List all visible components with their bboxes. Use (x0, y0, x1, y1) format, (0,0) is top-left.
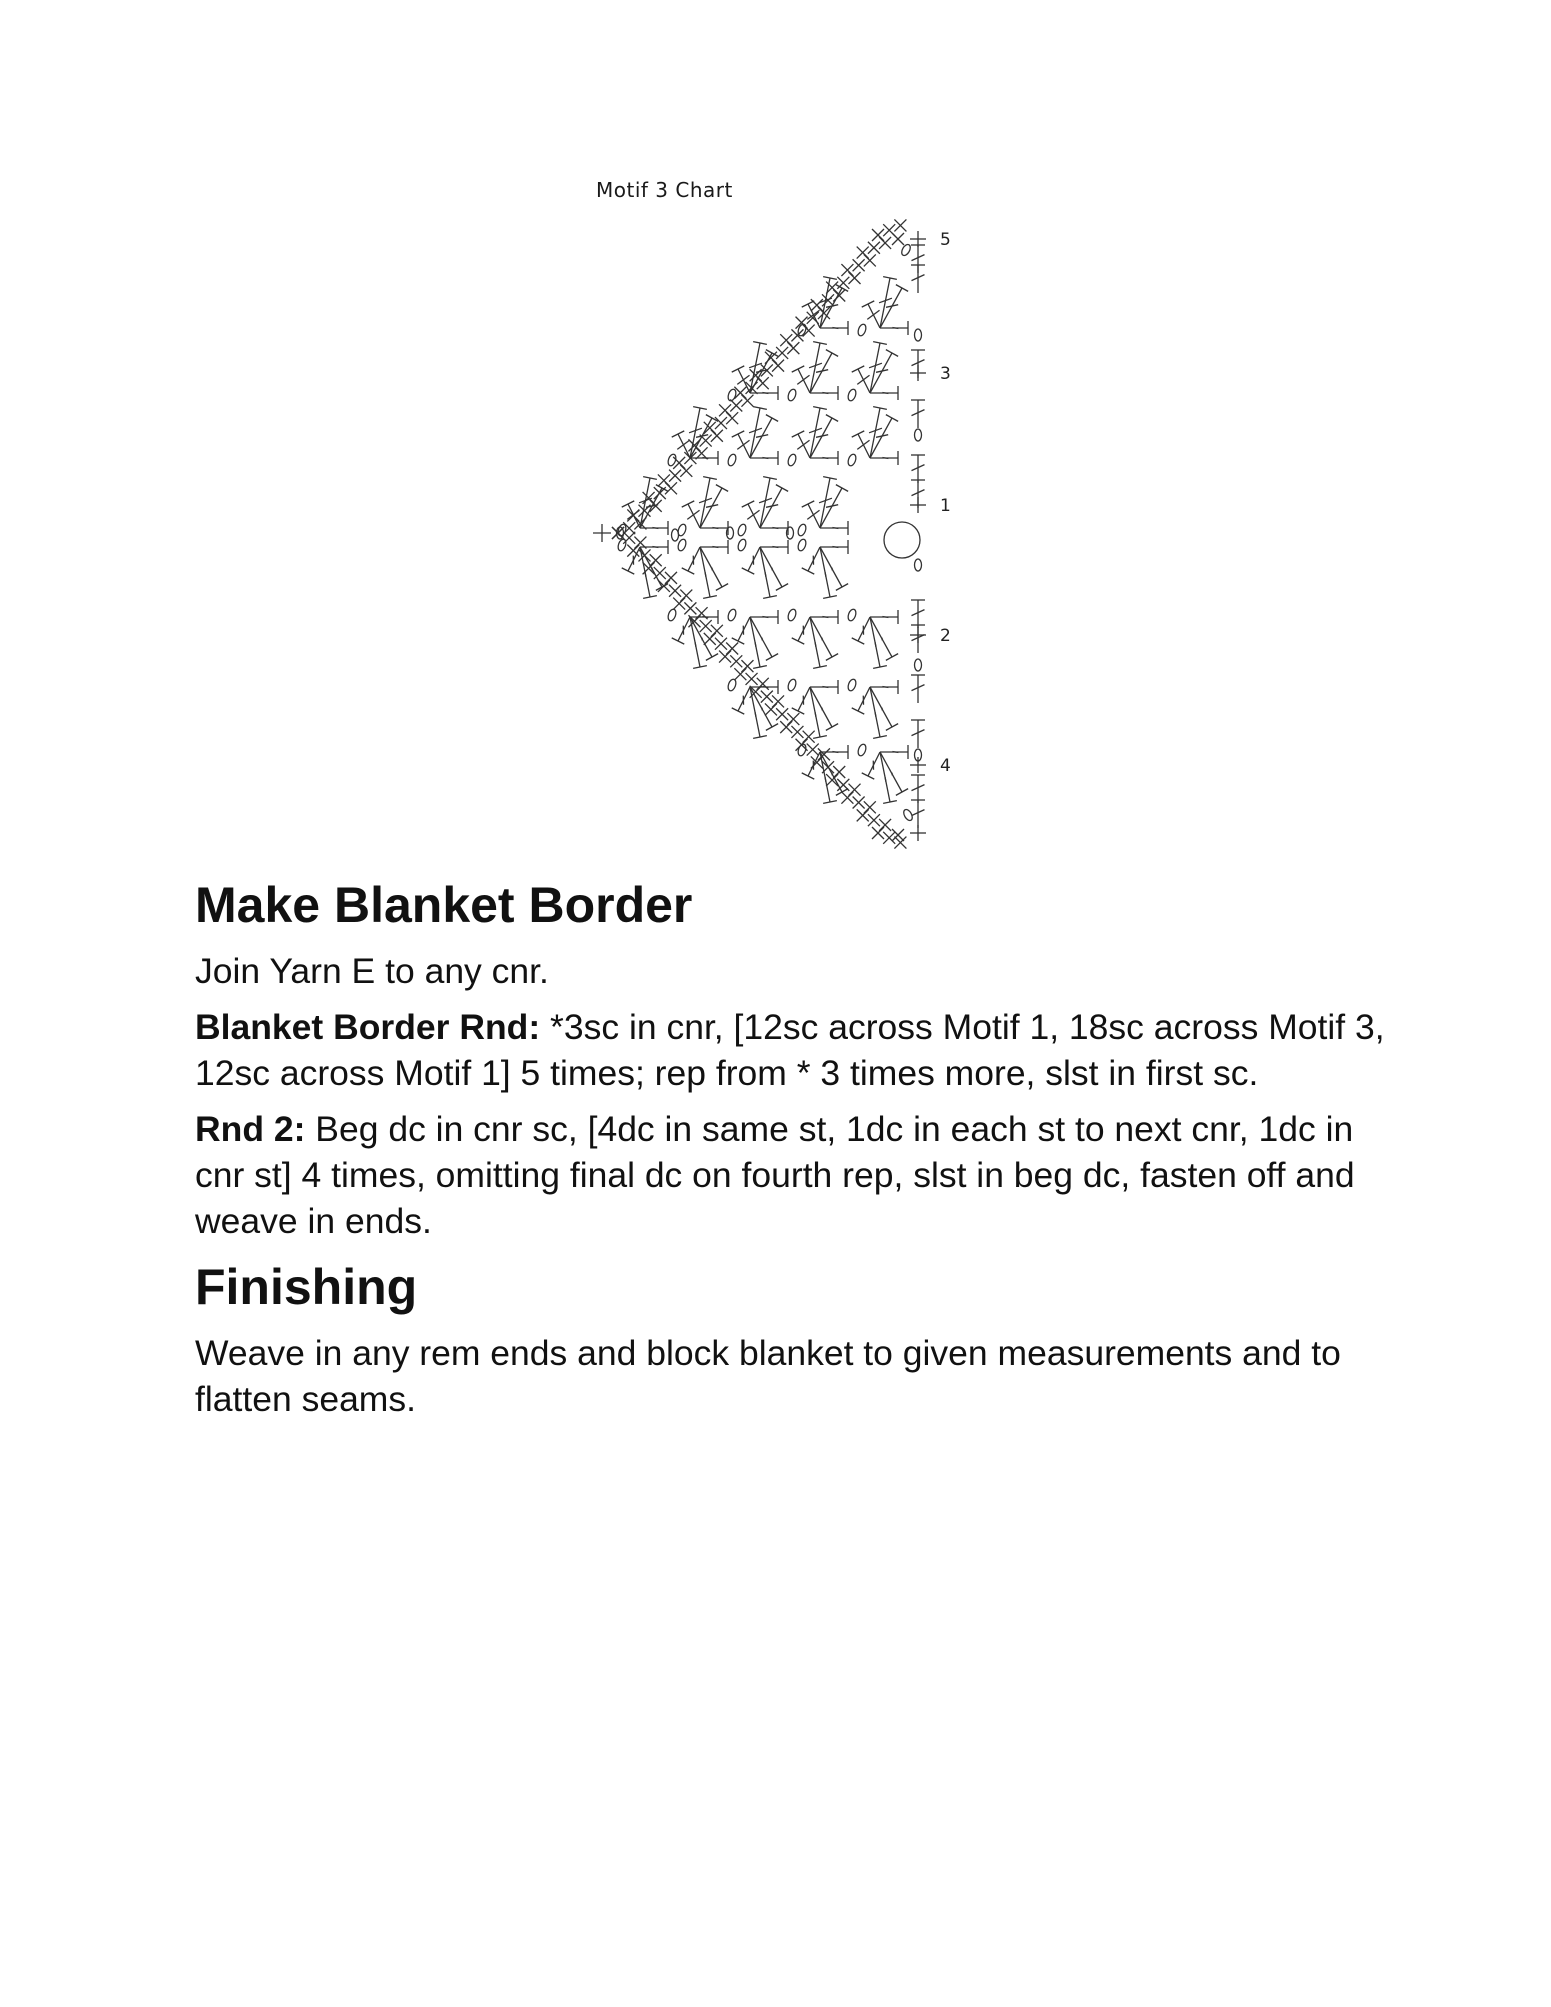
dc-top (836, 584, 848, 591)
sc-stitch-symbol (776, 347, 788, 359)
dc-stem (820, 278, 830, 328)
row-number-label: 1 (940, 496, 951, 516)
crochet-chart (580, 215, 980, 855)
dc-top (622, 501, 635, 507)
chain-stitch-symbol (727, 608, 738, 622)
dc-top (852, 708, 865, 714)
sc-stitch-symbol (868, 242, 880, 254)
dc-stem (870, 418, 892, 458)
round-2-instruction (195, 1106, 1395, 1244)
sc-stitch-symbol (864, 254, 876, 266)
dc-top (862, 301, 875, 307)
border-round-label: Blanket Border Rnd: (195, 1007, 541, 1047)
dc-stem (798, 369, 810, 393)
dc-stem (750, 408, 760, 458)
sc-stitch-symbol (853, 259, 865, 271)
row-number-label: 3 (940, 364, 951, 384)
sc-stitch-symbol (776, 708, 788, 720)
sc-stitch-symbol (665, 482, 677, 494)
row-number-label: 4 (940, 756, 951, 776)
dc-stem (810, 418, 832, 458)
dc-stem (750, 418, 772, 458)
dc-slash (737, 440, 749, 449)
dc-stitch-symbol (690, 451, 718, 465)
sc-stitch-symbol (730, 655, 742, 667)
dc-stem (628, 504, 640, 528)
row-number-label: 2 (940, 626, 951, 646)
chain-stitch-symbol (727, 678, 738, 692)
sc-stitch-symbol (623, 532, 635, 544)
dc-stitch-symbol (911, 775, 925, 803)
dc-stitch-symbol (792, 617, 810, 644)
sc-stitch-symbol (761, 691, 773, 703)
dc-top (826, 654, 838, 661)
dc-stitch-symbol (870, 386, 898, 400)
sc-stitch-symbol (665, 572, 677, 584)
dc-stitch-symbol (911, 675, 925, 703)
chain-stitch-symbol (847, 608, 858, 622)
dc-stem (820, 478, 830, 528)
dc-stem (880, 278, 890, 328)
chain-stitch-symbol (847, 678, 858, 692)
dc-top (896, 285, 908, 292)
dc-stem (640, 478, 650, 528)
slst-stitch-symbol (910, 757, 926, 773)
dc-stem (760, 547, 770, 597)
sc-stitch-symbol (772, 695, 784, 707)
dc-stitch-symbol (760, 521, 788, 535)
dc-stem (820, 547, 830, 597)
dc-slash (677, 440, 689, 449)
sc-stitch-symbol (892, 829, 904, 841)
sc-stitch-symbol (650, 554, 662, 566)
dc-stem (820, 488, 842, 528)
dc-top (802, 501, 815, 507)
dc-stitch-symbol (760, 540, 788, 554)
dc-top (706, 654, 718, 661)
dc-stitch-symbol (911, 455, 925, 483)
dc-top (826, 350, 838, 357)
chain-stitch-symbol (672, 529, 679, 541)
dc-stem (870, 687, 880, 737)
chain-stitch-symbol (617, 538, 628, 552)
sc-stitch-symbol (673, 598, 685, 610)
dc-stem (640, 547, 662, 587)
sc-stitch-symbol (669, 585, 681, 597)
dc-top (802, 773, 815, 779)
sc-stitch-symbol (879, 819, 891, 831)
dc-stitch-symbol (810, 451, 838, 465)
dc-stem (678, 434, 690, 458)
dc-top (672, 638, 685, 644)
dc-stitch-symbol (852, 617, 870, 644)
dc-stem (820, 547, 842, 587)
dc-top (802, 568, 815, 574)
dc-top (766, 654, 778, 661)
dc-stitch-symbol (640, 540, 668, 554)
dc-stem (870, 408, 880, 458)
dc-stitch-symbol (802, 752, 820, 779)
chain-stitch-symbol (677, 538, 688, 552)
dc-top (672, 431, 685, 437)
sc-stitch-symbol (892, 233, 904, 245)
sc-stitch-symbol (715, 638, 727, 650)
sc-stitch-symbol (726, 412, 738, 424)
chain-stitch-symbol (857, 323, 868, 337)
sc-stitch-symbol (849, 784, 861, 796)
chain-stitch-symbol (667, 453, 678, 467)
dc-slash (695, 642, 696, 647)
dc-stem (810, 408, 820, 458)
dc-top (732, 708, 745, 714)
dc-stitch-symbol (820, 745, 848, 759)
sc-stitch-symbol (704, 633, 716, 645)
sc-stitch-symbol (879, 237, 891, 249)
dc-slash (857, 375, 869, 384)
dc-stem (858, 434, 870, 458)
dc-top (776, 485, 788, 492)
chain-stitch-symbol (915, 659, 922, 671)
dc-stem (810, 617, 820, 667)
chain-stitch-symbol (900, 243, 912, 257)
chain-stitch-symbol (915, 429, 922, 441)
dc-stitch-symbol (810, 386, 838, 400)
dc-stitch-symbol (732, 687, 750, 714)
dc-stem (810, 353, 832, 393)
sc-stitch-symbol (864, 801, 876, 813)
dc-top (766, 724, 778, 731)
dc-top (886, 654, 898, 661)
sc-stitch-symbol (734, 668, 746, 680)
dc-stem (798, 434, 810, 458)
sc-stitch-symbol (741, 395, 753, 407)
dc-stitch-symbol (911, 800, 925, 828)
dc-stitch-symbol (810, 610, 838, 624)
dc-slash (755, 712, 756, 717)
sc-stitch-symbol (833, 766, 845, 778)
dc-stem (868, 304, 880, 328)
sc-stitch-symbol (849, 272, 861, 284)
dc-stitch-symbol (682, 547, 700, 574)
chain-stitch-symbol (797, 538, 808, 552)
dc-slash (825, 777, 826, 782)
dc-top (862, 773, 875, 779)
dc-stitch-symbol (672, 617, 690, 644)
dc-top (792, 638, 805, 644)
dc-top (802, 301, 815, 307)
dc-stem (880, 752, 902, 792)
sc-stitch-symbol (741, 660, 753, 672)
chain-stitch-symbol (857, 743, 868, 757)
dc-stem (700, 478, 710, 528)
sc-stitch-symbol (787, 713, 799, 725)
dc-stitch-symbol (911, 600, 925, 628)
dc-slash (797, 375, 809, 384)
dc-stitch-symbol (820, 521, 848, 535)
slst-stitch-symbol (910, 365, 926, 381)
sc-stitch-symbol (719, 651, 731, 663)
dc-stem (880, 752, 890, 802)
sc-stitch-symbol (684, 602, 696, 614)
round-2-label: Rnd 2: (195, 1109, 306, 1149)
dc-stem (870, 687, 892, 727)
sc-stitch-symbol (765, 703, 777, 715)
dc-stitch-symbol (911, 720, 925, 748)
dc-slash (797, 440, 809, 449)
sc-stitch-symbol (772, 360, 784, 372)
border-round-instruction (195, 1004, 1395, 1096)
sc-stitch-symbol (680, 590, 692, 602)
dc-stitch-symbol (870, 451, 898, 465)
dc-stitch-symbol (820, 321, 848, 335)
dc-slash (645, 572, 646, 577)
sc-stitch-symbol (700, 620, 712, 632)
dc-stitch-symbol (622, 547, 640, 574)
finishing-heading: Finishing (195, 1259, 418, 1315)
chain-stitch-symbol (787, 608, 798, 622)
dc-top (826, 724, 838, 731)
sc-stitch-symbol (803, 731, 815, 743)
dc-stitch-symbol (870, 610, 898, 624)
chart-title: Motif 3 Chart (596, 178, 733, 202)
dc-stitch-symbol (820, 540, 848, 554)
sc-stitch-symbol (826, 774, 838, 786)
dc-top (792, 708, 805, 714)
dc-slash (885, 777, 886, 782)
sc-stitch-symbol (803, 325, 815, 337)
dc-top (742, 501, 755, 507)
dc-slash (807, 510, 819, 519)
dc-top (732, 366, 745, 372)
dc-stem (810, 687, 832, 727)
dc-top (896, 789, 908, 796)
sc-stitch-symbol (807, 744, 819, 756)
dc-stitch-symbol (870, 680, 898, 694)
dc-stem (688, 504, 700, 528)
pattern-content (195, 872, 1395, 1422)
finishing-instruction: Weave in any rem ends and block blanket to given measurements and to flatten seams. (195, 1333, 1341, 1419)
sc-stitch-symbol (757, 377, 769, 389)
dc-stitch-symbol (742, 547, 760, 574)
sc-stitch-symbol (730, 399, 742, 411)
chain-stitch-symbol (787, 678, 798, 692)
dc-top (836, 485, 848, 492)
sc-stitch-symbol (711, 625, 723, 637)
sc-stitch-symbol (868, 814, 880, 826)
row-number-label: 5 (940, 230, 951, 250)
slst-stitch-symbol (593, 524, 611, 542)
sc-stitch-symbol (883, 832, 895, 844)
dc-stitch-symbol (732, 617, 750, 644)
sc-stitch-symbol (894, 837, 906, 849)
dc-stem (870, 343, 880, 393)
dc-top (622, 568, 635, 574)
dc-stitch-symbol (810, 680, 838, 694)
chain-stitch-symbol (787, 388, 798, 402)
dc-top (886, 724, 898, 731)
dc-stitch-symbol (792, 687, 810, 714)
dc-stem (738, 434, 750, 458)
dc-stitch-symbol (911, 265, 925, 293)
join-instruction: Join Yarn E to any cnr. (195, 951, 549, 991)
dc-top (852, 366, 865, 372)
dc-slash (825, 572, 826, 577)
chain-stitch-symbol (787, 453, 798, 467)
dc-stitch-symbol (911, 400, 925, 428)
dc-slash (857, 440, 869, 449)
dc-slash (747, 510, 759, 519)
dc-stem (858, 369, 870, 393)
border-round-text: *3sc in cnr, [12sc across Motif 1, 18sc across Motif 3, 12sc across Motif 1] 5 times; rep from * 3 times more, slst in first sc. (195, 1007, 1385, 1093)
dc-stitch-symbol (880, 745, 908, 759)
sc-stitch-symbol (746, 673, 758, 685)
dc-top (766, 415, 778, 422)
dc-top (682, 501, 695, 507)
dc-top (886, 415, 898, 422)
dc-slash (875, 642, 876, 647)
dc-stem (810, 343, 820, 393)
dc-stem (870, 617, 892, 657)
dc-stem (880, 288, 902, 328)
dc-stem (870, 353, 892, 393)
dc-top (716, 584, 728, 591)
sc-stitch-symbol (680, 465, 692, 477)
round-2-text: Beg dc in cnr sc, [4dc in same st, 1dc in each st to next cnr, 1dc in cnr st] 4 times, omitting final dc on fourth rep, slst in beg dc, fasten off and weave in ends. (195, 1109, 1355, 1241)
dc-slash (815, 712, 816, 717)
sc-stitch-symbol (857, 809, 869, 821)
dc-stem (750, 617, 772, 657)
dc-stitch-symbol (852, 687, 870, 714)
dc-stem (750, 617, 760, 667)
sc-stitch-symbol (726, 642, 738, 654)
dc-stem (760, 478, 770, 528)
border-heading: Make Blanket Border (195, 877, 693, 933)
dc-slash (737, 375, 749, 384)
dc-stitch-symbol (750, 451, 778, 465)
chain-stitch-symbol (902, 808, 914, 822)
chain-stitch-symbol (847, 453, 858, 467)
dc-stem (870, 617, 880, 667)
dc-slash (755, 642, 756, 647)
dc-stem (808, 504, 820, 528)
dc-top (742, 568, 755, 574)
magic-ring-symbol (884, 522, 920, 558)
dc-stem (810, 617, 832, 657)
dc-stem (748, 504, 760, 528)
sc-stitch-symbol (853, 797, 865, 809)
sc-stitch-symbol (894, 219, 906, 231)
dc-slash (687, 510, 699, 519)
dc-top (852, 638, 865, 644)
dc-top (792, 431, 805, 437)
dc-stitch-symbol (700, 521, 728, 535)
sc-stitch-symbol (791, 726, 803, 738)
dc-stem (700, 547, 722, 587)
dc-stitch-symbol (640, 521, 668, 535)
dc-slash (815, 642, 816, 647)
dc-slash (867, 310, 879, 319)
slst-stitch-symbol (910, 497, 926, 513)
sc-stitch-symbol (654, 567, 666, 579)
dc-top (776, 584, 788, 591)
dc-stitch-symbol (750, 610, 778, 624)
dc-top (792, 366, 805, 372)
dc-slash (705, 572, 706, 577)
dc-stitch-symbol (700, 540, 728, 554)
dc-stitch-symbol (880, 321, 908, 335)
chain-stitch-symbol (737, 523, 748, 537)
sc-stitch-symbol (787, 342, 799, 354)
dc-stem (750, 343, 760, 393)
sc-stitch-symbol (780, 721, 792, 733)
dc-top (682, 568, 695, 574)
dc-top (732, 431, 745, 437)
chain-stitch-symbol (915, 559, 922, 571)
dc-stem (700, 547, 710, 597)
dc-top (826, 415, 838, 422)
dc-stem (700, 488, 722, 528)
dc-slash (765, 572, 766, 577)
dc-top (852, 431, 865, 437)
chain-stitch-symbol (737, 538, 748, 552)
chain-stitch-symbol (797, 523, 808, 537)
sc-stitch-symbol (669, 470, 681, 482)
chain-stitch-symbol (727, 453, 738, 467)
dc-top (716, 485, 728, 492)
dc-stitch-symbol (750, 386, 778, 400)
dc-stem (810, 687, 820, 737)
sc-stitch-symbol (872, 827, 884, 839)
dc-stitch-symbol (862, 752, 880, 779)
sc-stitch-symbol (715, 417, 727, 429)
dc-slash (875, 712, 876, 717)
dc-top (886, 350, 898, 357)
dc-stitch-symbol (802, 547, 820, 574)
dc-stem (760, 488, 782, 528)
sc-stitch-symbol (711, 430, 723, 442)
chain-stitch-symbol (847, 388, 858, 402)
sc-stitch-symbol (757, 678, 769, 690)
dc-stem (820, 288, 842, 328)
slst-stitch-symbol (910, 825, 926, 841)
chain-stitch-symbol (915, 329, 922, 341)
chain-stitch-symbol (667, 608, 678, 622)
dc-stem (760, 547, 782, 587)
sc-stitch-symbol (841, 792, 853, 804)
chain-stitch-symbol (727, 388, 738, 402)
